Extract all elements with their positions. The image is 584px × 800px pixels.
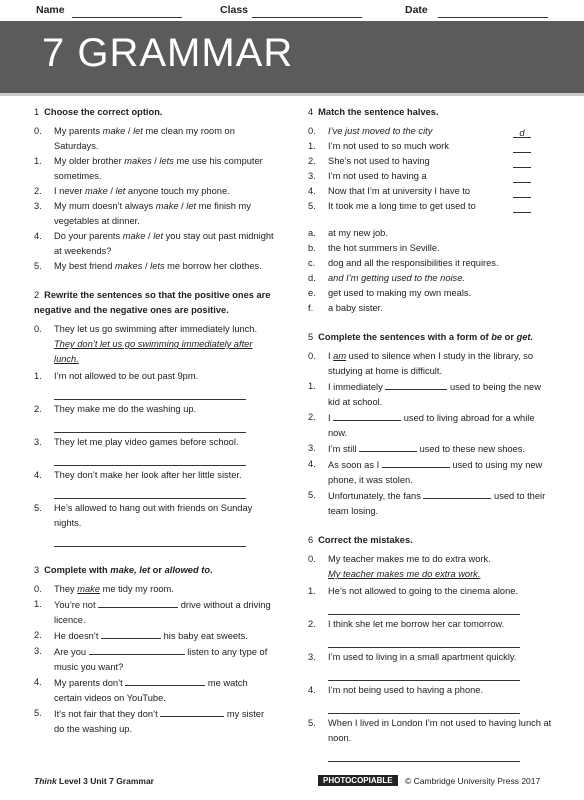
list-item: 2. I think she let me borrow her car tomorrow. bbox=[308, 619, 505, 629]
blank-field[interactable] bbox=[333, 410, 401, 421]
date-label: Date bbox=[405, 4, 428, 16]
name-field[interactable] bbox=[72, 5, 182, 18]
list-item: 5. Unfortunately, the fans used to their team losing. bbox=[308, 490, 546, 516]
match-answer-field[interactable] bbox=[513, 156, 531, 168]
section-2 bbox=[34, 288, 274, 547]
answer-line[interactable] bbox=[328, 632, 520, 648]
photocopiable-badge: PHOTOCOPIABLE bbox=[318, 775, 398, 786]
section-3-heading: 3 Complete with make, let or allowed to. bbox=[34, 565, 213, 575]
section-5-heading: 5 Complete the sentences with a form of be or get. bbox=[308, 332, 534, 342]
list-item: 5. My best friend makes / lets me borrow her clothes. bbox=[34, 261, 262, 271]
blank-field[interactable] bbox=[89, 644, 185, 655]
title-band-underline bbox=[0, 93, 584, 96]
list-item: 1. I immediately used to being the new kid at school. bbox=[308, 381, 541, 407]
right-column bbox=[308, 105, 553, 764]
list-item: 2. She’s not used to having bbox=[308, 154, 553, 169]
list-item: 1. I’m not used to so much work bbox=[308, 139, 553, 154]
list-item: 4. I’m not being used to having a phone. bbox=[308, 685, 484, 695]
name-label: Name bbox=[36, 4, 65, 16]
list-item: 4. Do your parents make / let you stay out past midnight at weekends? bbox=[34, 231, 274, 256]
section-3 bbox=[34, 563, 274, 737]
section-1 bbox=[34, 105, 274, 274]
list-item: 3. I’m used to living in a small apartment quickly. bbox=[308, 652, 517, 662]
list-item: 3. I’m not used to having a bbox=[308, 169, 553, 184]
option-a[interactable]: make bbox=[102, 126, 126, 136]
list-item: 0. I’ve just moved to the city d bbox=[308, 124, 553, 139]
answer-line[interactable] bbox=[328, 746, 520, 762]
section-1-heading: 1 Choose the correct option. bbox=[34, 107, 163, 117]
list-item: 2. He doesn’t his baby eat sweets. bbox=[34, 630, 248, 641]
title-band bbox=[0, 21, 584, 93]
answer-line[interactable] bbox=[328, 599, 520, 615]
list-item: 2. I never make / let anyone touch my phone. bbox=[34, 186, 230, 196]
option-b[interactable]: let bbox=[133, 126, 143, 136]
list-item: 1. My older brother makes / lets me use his computer sometimes. bbox=[34, 156, 263, 181]
list-item: 4. My parents don’t me watch certain videos on YouTube. bbox=[34, 677, 248, 703]
option-b[interactable]: let bbox=[186, 201, 197, 211]
list-item: 1. I’m not allowed to be out past 9pm. bbox=[34, 371, 199, 381]
option-a[interactable]: makes bbox=[124, 156, 152, 166]
blank-field[interactable] bbox=[423, 488, 491, 499]
date-field[interactable] bbox=[438, 5, 548, 18]
list-item: 4. Now that I’m at university I have to bbox=[308, 184, 553, 199]
list-item: 4. As soon as I used to using my new phone, it was stolen. bbox=[308, 459, 543, 485]
match-answer-field[interactable]: d bbox=[513, 126, 531, 138]
list-item: 0. My teacher makes me to do extra work. My teacher makes me do extra work. bbox=[308, 554, 491, 579]
option-b[interactable]: lets bbox=[150, 261, 165, 271]
match-answer-field[interactable] bbox=[513, 171, 531, 183]
section-6-heading: 6 Correct the mistakes. bbox=[308, 535, 413, 545]
list-item: c. dog and all the responsibilities it requires. bbox=[308, 258, 499, 268]
blank-field[interactable] bbox=[382, 457, 450, 468]
section-4-heading: 4 Match the sentence halves. bbox=[308, 107, 439, 117]
page-title: 7 GRAMMAR bbox=[42, 31, 294, 75]
blank-field[interactable] bbox=[359, 441, 417, 452]
list-item: 2. I used to living abroad for a while now. bbox=[308, 412, 535, 438]
list-item: e. get used to making my own meals. bbox=[308, 288, 472, 298]
answer-line[interactable] bbox=[54, 417, 246, 433]
list-item: a. at my new job. bbox=[308, 228, 388, 238]
list-item: b. the hot summers in Seville. bbox=[308, 243, 440, 253]
blank-field[interactable] bbox=[98, 597, 178, 608]
section-2-heading: 2 Rewrite the sentences so that the positive ones are negative and the negative ones are positive. bbox=[34, 290, 271, 315]
section-5 bbox=[308, 330, 553, 519]
blank-field[interactable] bbox=[101, 628, 161, 639]
list-item: 0. They let us go swimming after immediately lunch. They don’t let us go swimming immediately after lunch. bbox=[34, 324, 258, 364]
section-6 bbox=[308, 533, 553, 762]
match-answer-field[interactable] bbox=[513, 186, 531, 198]
left-column bbox=[34, 105, 274, 737]
answer-line[interactable] bbox=[54, 531, 246, 547]
list-item: 3. My mum doesn’t always make / let me finish my vegetables at dinner. bbox=[34, 201, 251, 226]
option-a[interactable]: make bbox=[155, 201, 179, 211]
section-4 bbox=[308, 105, 553, 316]
blank-field[interactable] bbox=[125, 675, 205, 686]
list-item: 3. I’m still used to these new shoes. bbox=[308, 443, 526, 454]
match-answer-field[interactable] bbox=[513, 201, 531, 213]
list-item: 5. It’s not fair that they don’t my sister do the washing up. bbox=[34, 708, 265, 734]
list-item: 3. Are you listen to any type of music you want? bbox=[34, 646, 268, 672]
list-item: 2. They make me do the washing up. bbox=[34, 404, 197, 414]
list-item: 0. I am used to silence when I study in the library, so studying at home is difficult. bbox=[308, 351, 533, 376]
list-item: 5. When I lived in London I’m not used to having lunch at noon. bbox=[308, 718, 552, 743]
option-a[interactable]: makes bbox=[114, 261, 143, 271]
example-answer: My teacher makes me do extra work. bbox=[328, 569, 481, 579]
option-a[interactable]: make bbox=[122, 231, 146, 241]
footer: Think Level 3 Unit 7 Grammar PHOTOCOPIABLE © Cambridge University Press 2017 bbox=[34, 776, 541, 786]
blank-field[interactable] bbox=[160, 706, 224, 717]
list-item: 0. They make me tidy my room. bbox=[34, 584, 174, 594]
option-b[interactable]: let bbox=[115, 186, 126, 196]
header-row bbox=[0, 4, 584, 20]
answer-line[interactable] bbox=[54, 450, 246, 466]
blank-field[interactable] bbox=[385, 379, 447, 390]
list-item: d. and I’m getting used to the noise. bbox=[308, 273, 465, 283]
match-answer-field[interactable] bbox=[513, 141, 531, 153]
answer-line[interactable] bbox=[328, 698, 520, 714]
option-a[interactable]: make bbox=[85, 186, 108, 196]
answer-line[interactable] bbox=[328, 665, 520, 681]
option-b[interactable]: let bbox=[153, 231, 164, 241]
list-item: 1. He’s not allowed to going to the cinema alone. bbox=[308, 586, 519, 596]
list-item: 3. They let me play video games before school. bbox=[34, 437, 239, 447]
copyright: © Cambridge University Press 2017 bbox=[405, 776, 541, 786]
answer-line[interactable] bbox=[54, 483, 246, 499]
class-field[interactable] bbox=[252, 5, 362, 18]
class-label: Class bbox=[220, 4, 249, 16]
answer-line[interactable] bbox=[54, 384, 246, 400]
example-answer: They don’t let us go swimming immediately after lunch. bbox=[54, 339, 253, 364]
list-item: 5. He’s allowed to hang out with friends on Sunday nights. bbox=[34, 503, 253, 528]
list-item: 5. It took me a long time to get used to bbox=[308, 199, 553, 214]
list-item: 4. They don’t make her look after her little sister. bbox=[34, 470, 242, 480]
option-b[interactable]: lets bbox=[159, 156, 174, 166]
list-item: 1. You’re not drive without a driving licence. bbox=[34, 599, 271, 625]
list-item: f. a baby sister. bbox=[308, 303, 383, 313]
list-item: 0. My parents make / let me clean my room on Saturdays. bbox=[34, 126, 235, 151]
